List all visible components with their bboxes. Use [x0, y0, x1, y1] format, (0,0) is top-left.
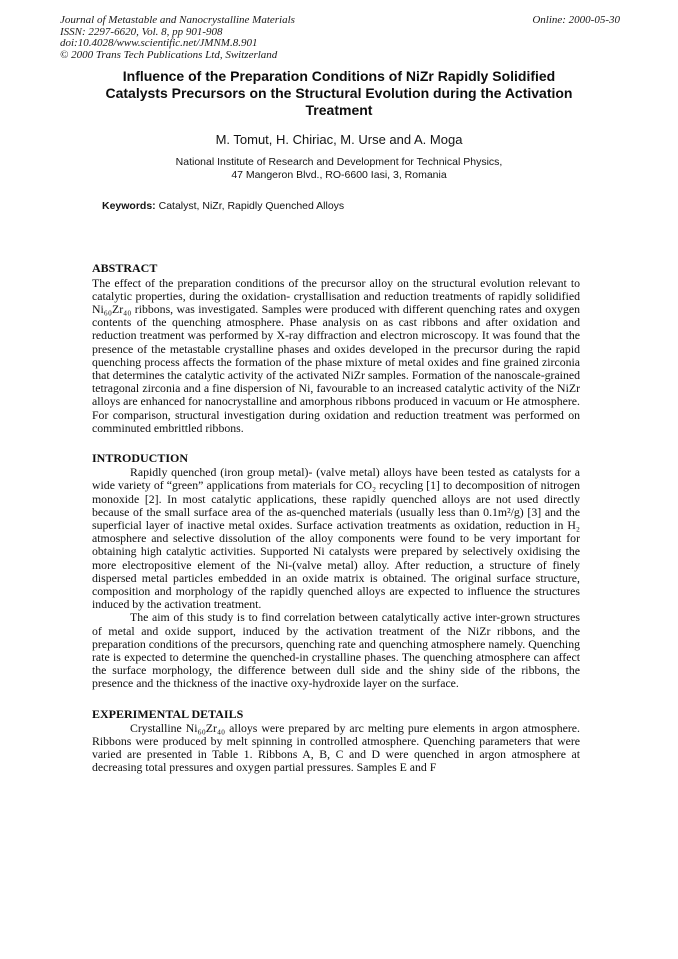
keywords-line [102, 200, 618, 212]
doi-line: doi:10.4028/www.scientific.net/JMNM.8.901 [60, 37, 258, 50]
abstract-paragraph: The effect of the preparation conditions of the precursor alloy on the structural evolution relevant to catalytic properties, during the oxidation- crystallisation and reduction treatments of rapidly solidified Ni₆₀Zr₄₀ ribbons, was investigated. Samples were produced with different quenching rates and oxygen contents of the quenching atmosphere. Phase analysis on as cast ribbons and after oxidation and reduction treatment was performed by X-ray diffraction and electron microscopy. It was found that the presence of the metastable crystalline phases and oxides developed in the precursor during the rapid quenching process affects the formation of the phase mixture of metal oxides and fine grained zirconia that determines the catalytic activity of the activated NiZr samples. Formation of the nanoscale-grained tetragonal zirconia and a fine dispersion of Ni, favourable to an increased catalytic activity of the NiZr alloys are enhanced for nanocrystalline and amorphous ribbons produced in vacuum or He atmosphere. For comparison, structural investigation during oxidation and reduction treatment was performed on comminuted embrittled ribbons. [92, 275, 580, 435]
journal-name: Journal of Metastable and Nanocrystalline Materials [60, 14, 295, 26]
authors-line: M. Tomut, H. Chiriac, M. Urse and A. Moga [215, 132, 463, 148]
issn-line: ISSN: 2297-6620, Vol. 8, pp 901-908 [60, 25, 223, 38]
abstract-heading: ABSTRACT [92, 261, 158, 276]
paper-body [92, 212, 580, 774]
introduction-paragraph-2: The aim of this study is to find correlation between catalytically active inter-grown structures of metal and oxide support, induced by the activation treatment of the NiZr ribbons, and the preparation conditions of the precursors, quenching rate and quenching atmosphere namely. Quenching rate is expected to determine the quenched-in crystalline phases. The quenching atmosphere can affect the surface morphology, the difference between dull side and the shiny side of the ribbons, the presence and the thickness of the inactive oxy-hydroxide layer on the surface. [92, 610, 580, 691]
introduction-paragraph-1: Rapidly quenched (iron group metal)- (valve metal) alloys have been tested as catalysts for a wide variety of “green” applications from materials for CO₂ recycling [1] to decomposition of nitrogen monoxide [2]. In most catalytic applications, these rapidly quenched alloys are not used directly because of the small surface area of the as-quenched materials (usually less than 0.1m²/g) [3] and the superficial layer of inactive metal oxides. Surface activation treatments as oxidation, reduction in H₂ atmosphere and selective dissolution of the alloy components were found to be very important for obtaining high catalytic activities. Supported Ni catalysts were prepared by selectively oxidising the more electropositive element of the Ni-(valve metal) alloy. After reduction, a structure of finely dispersed metal particles embedded in an oxide matrix is obtained. The original surface structure, composition and morphology of the rapidly quenched alloys are expected to influence the structures induced by the activation treatment. [92, 465, 580, 612]
experimental-paragraph-1: Crystalline Ni₆₀Zr₄₀ alloys were prepared by arc melting pure elements in argon atmosphere. Ribbons were produced by melt spinning in controlled atmosphere. Quenching parameters that were varied are presented in Table 1. Ribbons A, B, C and D were quenched in argon atmosphere at decreasing total pressures and oxygen partial pressures. Samples E and F [92, 720, 580, 775]
spacer [92, 212, 580, 262]
affiliation [0, 156, 678, 181]
introduction-heading: INTRODUCTION [92, 451, 189, 466]
journal-header-left [60, 15, 295, 61]
online-date: Online: 2000-05-30 [532, 14, 620, 26]
keywords-value: Catalyst, NiZr, Rapidly Quenched Alloys [155, 200, 345, 213]
affiliation-line-2: 47 Mangeron Blvd., RO-6600 Iasi, 3, Romania [231, 168, 447, 181]
experimental-heading: EXPERIMENTAL DETAILS [92, 706, 244, 721]
paper-title: Influence of the Preparation Conditions of NiZr Rapidly Solidified Catalysts Precursors on the Structural Evolution during the Activation Treatment [105, 68, 573, 119]
copyright-line: © 2000 Trans Tech Publications Ltd, Switzerland [60, 48, 278, 61]
journal-header [0, 0, 678, 61]
affiliation-line-1: National Institute of Research and Development for Technical Physics, [175, 156, 503, 169]
keywords-label: Keywords: [102, 200, 156, 213]
